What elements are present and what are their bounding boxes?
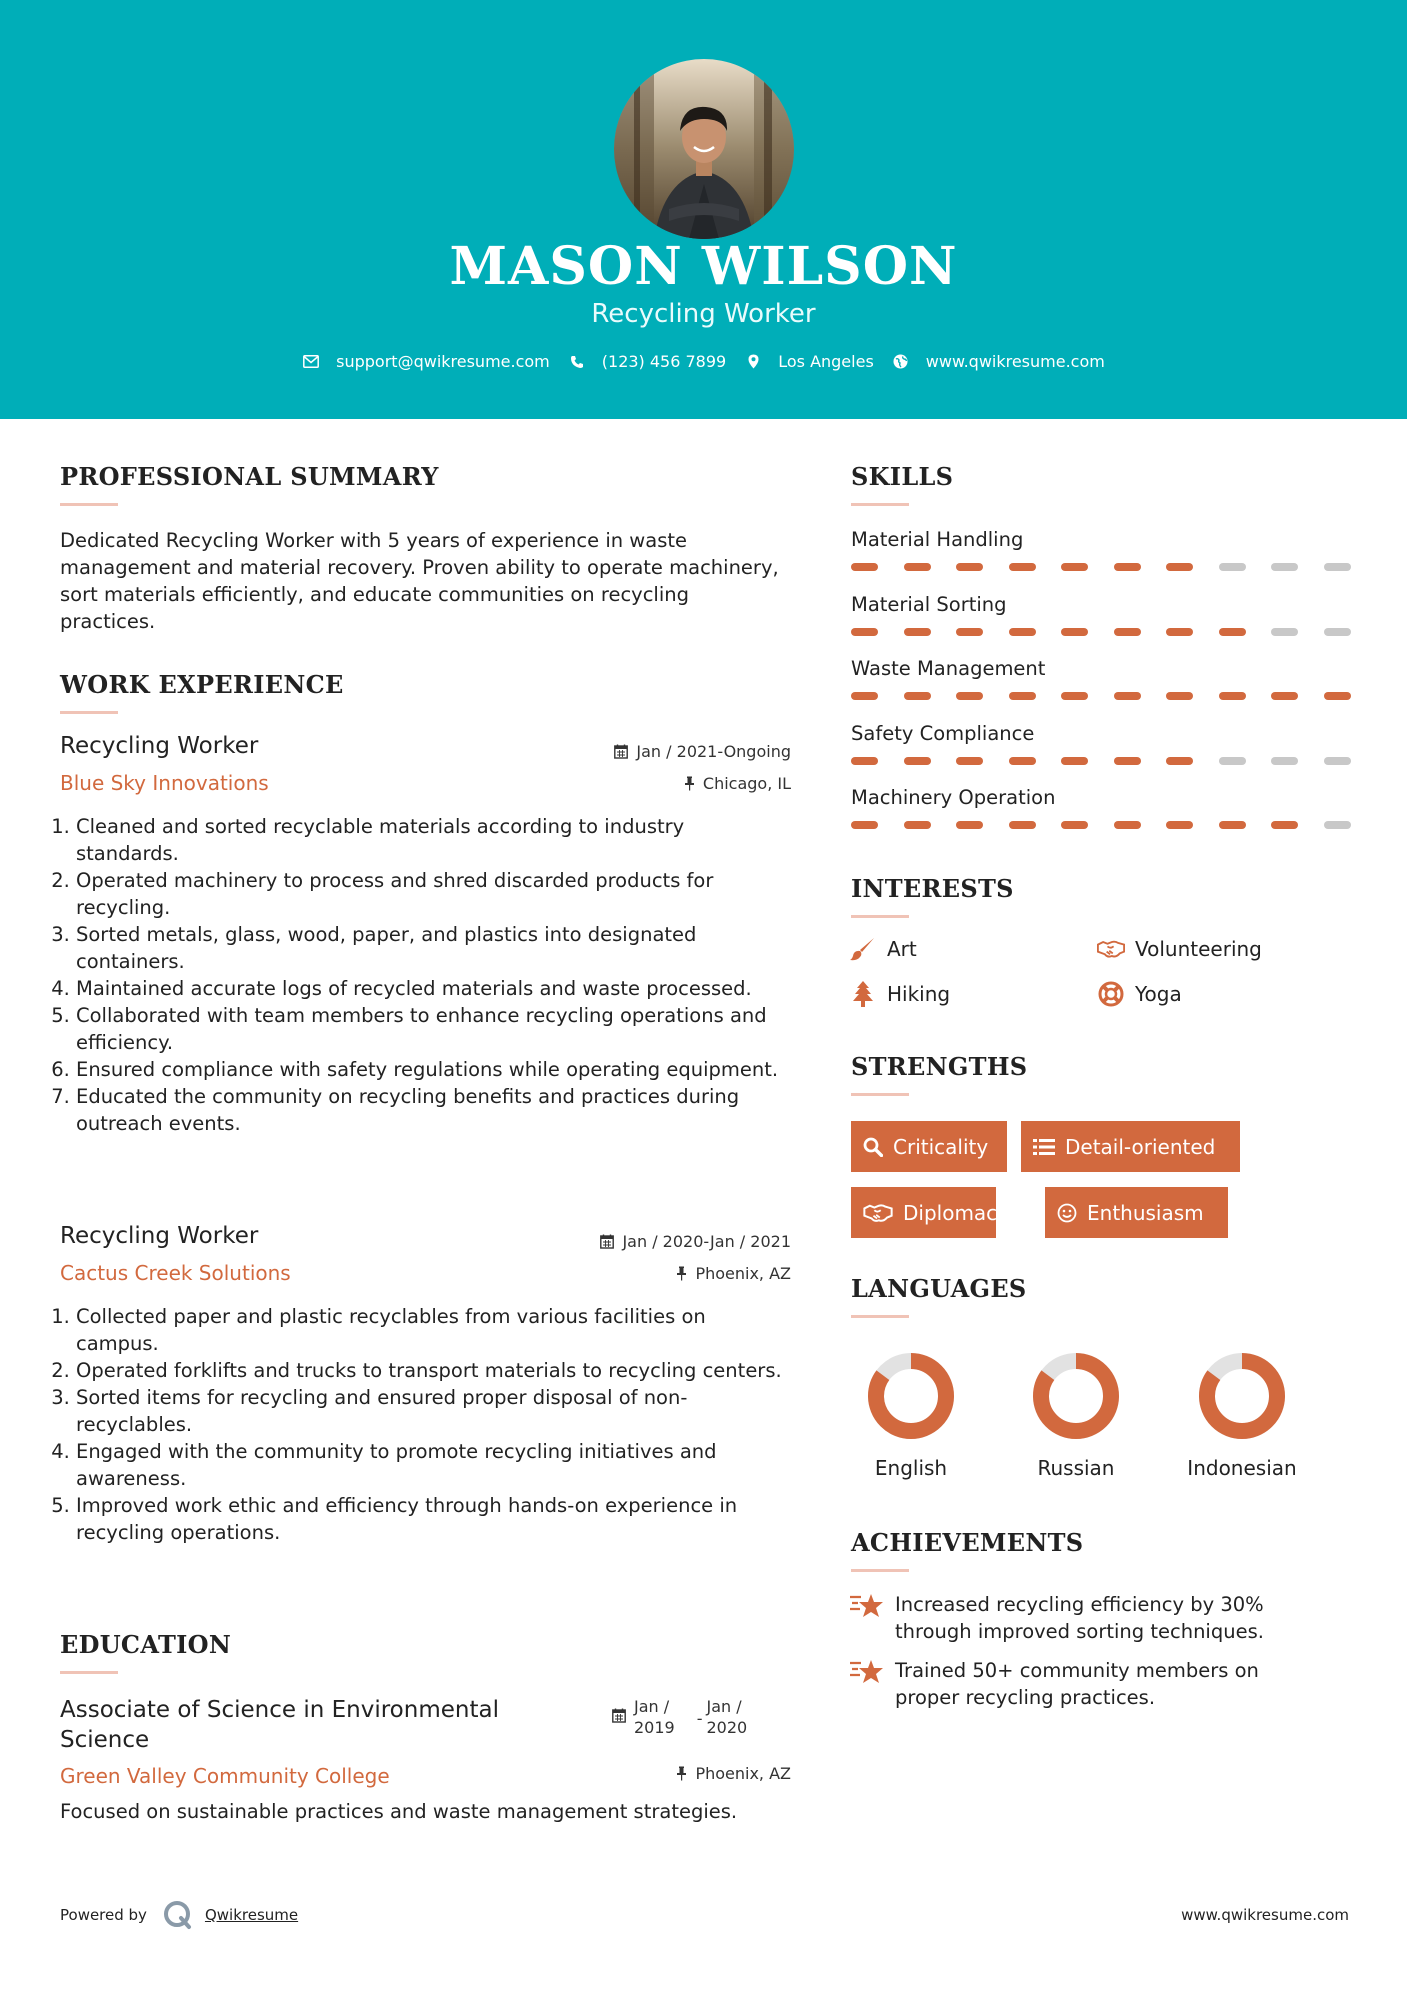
section-underline bbox=[60, 1671, 118, 1674]
summary-heading: PROFESSIONAL SUMMARY bbox=[60, 462, 439, 491]
list-item: 3. Sorted metals, glass, wood, paper, and plastics into designated containers. bbox=[76, 921, 788, 975]
section-underline bbox=[851, 1093, 909, 1096]
skill-name: Machinery Operation bbox=[851, 786, 1056, 809]
avatar bbox=[614, 59, 794, 239]
skill-dot-filled bbox=[1061, 563, 1088, 571]
list-item: 3. Sorted items for recycling and ensured proper disposal of non-recyclables. bbox=[76, 1384, 788, 1438]
skill-dot-filled bbox=[1009, 628, 1036, 636]
skill-dot-filled bbox=[1114, 757, 1141, 765]
company-name: Blue Sky Innovations bbox=[60, 771, 269, 795]
section-underline bbox=[60, 711, 118, 714]
interest-item-art bbox=[849, 935, 917, 963]
job-dates-text: Jan / 2021-Ongoing bbox=[636, 742, 791, 761]
section-underline bbox=[851, 915, 909, 918]
skill-dot-empty bbox=[1271, 563, 1298, 571]
contact-location bbox=[744, 352, 874, 371]
interest-label: Yoga bbox=[1135, 982, 1182, 1006]
list-icon bbox=[1033, 1138, 1055, 1156]
edu-end-year: 2020 bbox=[706, 1718, 748, 1737]
skill-dot-filled bbox=[851, 692, 878, 700]
skill-dot-empty bbox=[1324, 757, 1351, 765]
interest-item-yoga bbox=[1097, 980, 1182, 1008]
interests-heading: INTERESTS bbox=[851, 874, 1014, 903]
calendar-icon bbox=[612, 1708, 626, 1723]
strength-label: Diplomacy bbox=[903, 1200, 1010, 1225]
interest-label: Volunteering bbox=[1135, 937, 1262, 961]
skill-dot-filled bbox=[1114, 563, 1141, 571]
skill-name: Waste Management bbox=[851, 657, 1046, 680]
skill-dot-filled bbox=[1114, 628, 1141, 636]
skill-dot-filled bbox=[904, 692, 931, 700]
education-description: Focused on sustainable practices and waste management strategies. bbox=[60, 1800, 738, 1823]
skill-dot-filled bbox=[904, 628, 931, 636]
skill-dot-filled bbox=[956, 692, 983, 700]
skill-dot-filled bbox=[956, 628, 983, 636]
strength-label: Enthusiasm bbox=[1087, 1200, 1204, 1225]
email-text: support@qwikresume.com bbox=[336, 352, 550, 371]
header-banner bbox=[0, 0, 1407, 419]
achievements-heading: ACHIEVEMENTS bbox=[851, 1528, 1084, 1557]
contact-phone[interactable] bbox=[568, 352, 726, 371]
strength-chip-enthusiasm bbox=[1045, 1187, 1228, 1238]
education-dates bbox=[612, 1696, 747, 1738]
skill-dot-filled bbox=[904, 757, 931, 765]
section-underline bbox=[60, 503, 118, 506]
skill-dot-filled bbox=[1166, 821, 1193, 829]
skill-dot-filled bbox=[1219, 821, 1246, 829]
skill-dot-filled bbox=[1271, 692, 1298, 700]
degree-line: Associate of Science in Environmental bbox=[60, 1697, 499, 1723]
job-location-text: Chicago, IL bbox=[702, 774, 791, 793]
skill-dot-empty bbox=[1219, 563, 1246, 571]
skill-dot-filled bbox=[1219, 692, 1246, 700]
list-item: 5. Improved work ethic and efficiency through hands-on experience in recycling operations. bbox=[76, 1492, 788, 1546]
section-underline bbox=[851, 1569, 909, 1572]
qwikresume-logo-icon bbox=[163, 1900, 193, 1930]
languages-heading: LANGUAGES bbox=[851, 1274, 1027, 1303]
education-location bbox=[676, 1764, 791, 1783]
skill-name: Material Sorting bbox=[851, 592, 1007, 616]
tree-icon bbox=[849, 980, 877, 1008]
list-item: 4. Engaged with the community to promote recycling initiatives and awareness. bbox=[76, 1438, 788, 1492]
school-name: Green Valley Community College bbox=[60, 1764, 390, 1788]
strength-label: Detail-oriented bbox=[1065, 1134, 1216, 1159]
candidate-title: Recycling Worker bbox=[591, 299, 816, 329]
skill-dot-filled bbox=[1009, 757, 1036, 765]
pin-icon bbox=[676, 1266, 687, 1281]
envelope-icon bbox=[302, 353, 320, 371]
skill-dot-filled bbox=[851, 821, 878, 829]
language-label: Russian bbox=[1037, 1456, 1115, 1480]
skill-dot-filled bbox=[1061, 692, 1088, 700]
candidate-name: MASON WILSON bbox=[449, 236, 958, 297]
skill-dot-filled bbox=[851, 757, 878, 765]
skill-name: Safety Compliance bbox=[851, 721, 1035, 745]
language-donut bbox=[868, 1353, 954, 1443]
job-location-text: Phoenix, AZ bbox=[695, 1264, 791, 1283]
skill-dot-empty bbox=[1271, 757, 1298, 765]
edu-start-month: Jan / bbox=[634, 1697, 670, 1716]
skill-dot-filled bbox=[1061, 757, 1088, 765]
achievement-text: Increased recycling efficiency by 30% through improved sorting techniques. bbox=[895, 1593, 1264, 1643]
skill-level-meter bbox=[851, 563, 1376, 571]
education-location-text: Phoenix, AZ bbox=[695, 1764, 791, 1783]
list-item: 2. Operated forklifts and trucks to transport materials to recycling centers. bbox=[76, 1357, 788, 1384]
summary-text: Dedicated Recycling Worker with 5 years of experience in waste management and material recovery. Proven ability to operate machinery, sort materials efficiently, and educate communities on recycling practices. bbox=[60, 529, 779, 633]
job-dates bbox=[614, 742, 791, 761]
list-item: 7. Educated the community on recycling benefits and practices during outreach events. bbox=[76, 1083, 788, 1137]
job-dates-text: Jan / 2020-Jan / 2021 bbox=[622, 1232, 791, 1251]
skill-dot-empty bbox=[1271, 628, 1298, 636]
contact-bar bbox=[0, 352, 1407, 371]
website-text: www.qwikresume.com bbox=[925, 352, 1105, 371]
skill-dot-empty bbox=[1324, 563, 1351, 571]
section-underline bbox=[851, 1315, 909, 1318]
job-location bbox=[676, 1264, 791, 1283]
strength-chip-criticality bbox=[851, 1121, 1007, 1172]
brand-link[interactable]: Qwikresume bbox=[204, 1906, 299, 1924]
skill-dot-filled bbox=[1324, 692, 1351, 700]
experience-heading: WORK EXPERIENCE bbox=[60, 670, 344, 699]
skill-dot-filled bbox=[956, 821, 983, 829]
strength-label: Criticality bbox=[893, 1134, 989, 1159]
calendar-icon bbox=[614, 744, 628, 759]
footer-powered-by bbox=[60, 1900, 298, 1930]
achievement-item bbox=[849, 1657, 1319, 1711]
list-item: 2. Operated machinery to process and shred discarded products for recycling. bbox=[76, 867, 788, 921]
list-item: 1. Collected paper and plastic recyclables from various facilities on campus. bbox=[76, 1303, 788, 1357]
achievement-text: Trained 50+ community members on proper recycling practices. bbox=[895, 1659, 1259, 1709]
achievement-item bbox=[849, 1591, 1319, 1645]
location-text: Los Angeles bbox=[778, 352, 874, 371]
date-separator: - bbox=[696, 1709, 703, 1728]
skill-dot-filled bbox=[1166, 692, 1193, 700]
job-location bbox=[684, 774, 791, 793]
skill-level-meter bbox=[851, 692, 1376, 700]
globe-icon bbox=[892, 353, 910, 371]
education-heading: EDUCATION bbox=[60, 1630, 232, 1659]
skill-dot-filled bbox=[904, 821, 931, 829]
skill-dot-filled bbox=[1166, 757, 1193, 765]
handshake-icon bbox=[863, 1203, 893, 1223]
skill-dot-filled bbox=[1166, 628, 1193, 636]
language-label: Indonesian bbox=[1187, 1456, 1297, 1480]
skill-dot-empty bbox=[1324, 821, 1351, 829]
edu-start-year: 2019 bbox=[634, 1718, 675, 1737]
edu-end bbox=[707, 1696, 748, 1738]
list-item: 1. Cleaned and sorted recyclable materials according to industry standards. bbox=[76, 813, 788, 867]
skill-dot-filled bbox=[1009, 563, 1036, 571]
star-icon bbox=[849, 1591, 885, 1621]
skill-dot-filled bbox=[1114, 692, 1141, 700]
skill-dot-filled bbox=[904, 563, 931, 571]
job-title: Recycling Worker bbox=[60, 1223, 259, 1249]
interest-item-hiking bbox=[849, 980, 950, 1008]
skill-dot-filled bbox=[1009, 692, 1036, 700]
pin-icon bbox=[684, 776, 695, 791]
strength-chip-detail-oriented bbox=[1021, 1121, 1240, 1172]
lifebuoy-icon bbox=[1097, 980, 1125, 1008]
skill-level-meter bbox=[851, 821, 1376, 829]
list-item: 6. Ensured compliance with safety regulations while operating equipment. bbox=[76, 1056, 788, 1083]
job-duties-list bbox=[58, 1303, 788, 1546]
job-dates bbox=[600, 1232, 791, 1251]
skill-dot-filled bbox=[1166, 563, 1193, 571]
skill-dot-filled bbox=[851, 628, 878, 636]
interest-label: Hiking bbox=[887, 982, 951, 1006]
skill-dot-filled bbox=[1061, 628, 1088, 636]
skill-level-meter bbox=[851, 628, 1376, 636]
skill-dot-empty bbox=[1324, 628, 1351, 636]
edu-start bbox=[634, 1696, 675, 1738]
list-item: 4. Maintained accurate logs of recycled materials and waste processed. bbox=[76, 975, 788, 1002]
section-underline bbox=[851, 503, 909, 506]
skills-heading: SKILLS bbox=[851, 462, 954, 491]
footer-site[interactable]: www.qwikresume.com bbox=[1181, 1906, 1349, 1924]
degree-line: Science bbox=[60, 1727, 150, 1753]
language-label: English bbox=[874, 1456, 948, 1480]
strengths-heading: STRENGTHS bbox=[851, 1052, 1028, 1081]
skill-dot-filled bbox=[1114, 821, 1141, 829]
contact-email[interactable] bbox=[302, 352, 550, 371]
skill-name: Material Handling bbox=[851, 528, 1024, 551]
job-title: Recycling Worker bbox=[60, 733, 259, 759]
language-donut bbox=[1033, 1353, 1119, 1443]
company-name: Cactus Creek Solutions bbox=[60, 1261, 291, 1285]
phone-icon bbox=[568, 353, 586, 371]
edu-end-month: Jan / bbox=[706, 1697, 742, 1716]
interest-label: Art bbox=[887, 937, 917, 961]
paintbrush-icon bbox=[849, 935, 877, 963]
skill-dot-filled bbox=[956, 563, 983, 571]
skill-dot-filled bbox=[1009, 821, 1036, 829]
list-item: 5. Collaborated with team members to enhance recycling operations and efficiency. bbox=[76, 1002, 788, 1056]
handshake-icon bbox=[1097, 935, 1125, 963]
skill-dot-empty bbox=[1219, 757, 1246, 765]
skill-dot-filled bbox=[1061, 821, 1088, 829]
interest-item-volunteering bbox=[1097, 935, 1262, 963]
calendar-icon bbox=[600, 1234, 614, 1249]
search-icon bbox=[863, 1137, 883, 1157]
skill-dot-filled bbox=[956, 757, 983, 765]
skill-dot-filled bbox=[851, 563, 878, 571]
smile-icon bbox=[1057, 1203, 1077, 1223]
language-donut bbox=[1199, 1353, 1285, 1443]
map-pin-icon bbox=[744, 353, 762, 371]
skill-dot-filled bbox=[1271, 821, 1298, 829]
job-duties-list bbox=[58, 813, 788, 1137]
contact-website[interactable] bbox=[892, 352, 1105, 371]
strength-chip-diplomacy bbox=[851, 1187, 1010, 1238]
skill-dot-filled bbox=[1219, 628, 1246, 636]
star-icon bbox=[849, 1657, 885, 1687]
pin-icon bbox=[676, 1766, 687, 1781]
degree-title bbox=[60, 1695, 590, 1755]
powered-by-text: Powered by bbox=[60, 1906, 147, 1924]
phone-text: (123) 456 7899 bbox=[601, 352, 727, 371]
skill-level-meter bbox=[851, 757, 1376, 765]
